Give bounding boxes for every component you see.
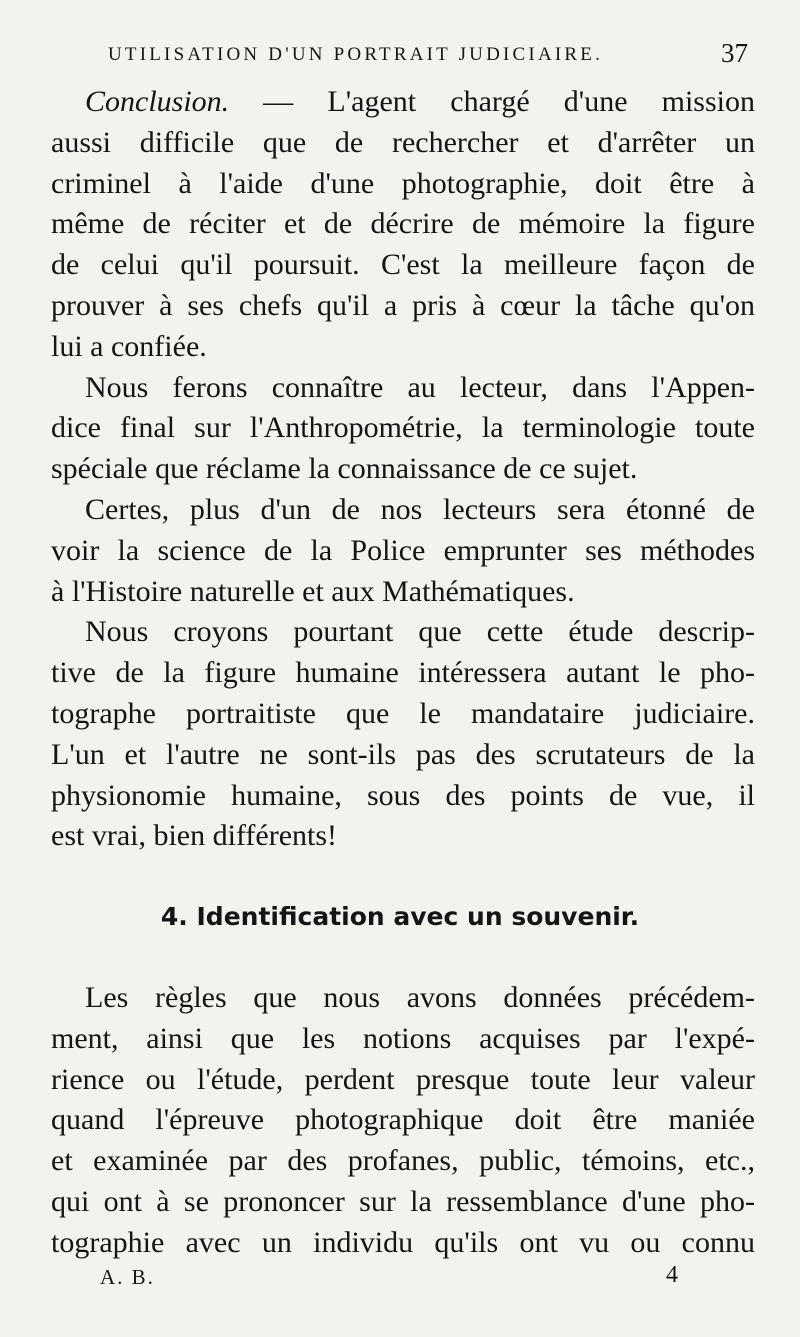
text-line: Certes, plus d'un de nos lecteurs sera étonné de <box>85 492 755 526</box>
signature-mark: A. B. <box>100 1265 155 1289</box>
paragraph-science <box>51 490 755 612</box>
text-line: lui a confiée. <box>51 329 207 363</box>
body-text <box>51 82 755 857</box>
text-line-part: — L'agent chargé d'une mission <box>229 85 755 118</box>
paragraph-conclusion <box>51 82 755 368</box>
text-line: à l'Histoire naturelle et aux Mathématiques. <box>51 574 575 608</box>
text-line: voir la science de la Police emprunter ses méthodes <box>51 533 755 567</box>
text-line: et examinée par des profanes, public, témoins, etc., <box>51 1144 755 1178</box>
section-heading: 4. Identification avec un souvenir. <box>160 902 640 931</box>
text-line: Nous ferons connaître au lecteur, dans l'Appen- <box>85 370 755 404</box>
text-line: quand l'épreuve photographique doit être maniée <box>51 1103 755 1137</box>
text-line: spéciale que réclame la connaissance de ce sujet. <box>51 452 638 486</box>
text-line: prouver à ses chefs qu'il a pris à cœur la tâche qu'on <box>51 288 755 322</box>
running-head <box>108 38 748 70</box>
paragraph-lead: Conclusion. <box>85 85 230 118</box>
page-number: 37 <box>721 38 748 68</box>
text-line: même de réciter et de décrire de mémoire la figure <box>51 207 755 241</box>
text-line: tographie avec un individu qu'ils ont vu ou connu <box>51 1225 755 1259</box>
page-footer <box>100 1262 680 1295</box>
paragraph-identification <box>51 978 755 1264</box>
text-line: ment, ainsi que les notions acquises par l'expé- <box>51 1021 755 1055</box>
text-line: est vrai, bien différents! <box>51 819 338 853</box>
text-line <box>51 82 755 123</box>
text-line: de celui qu'il poursuit. C'est la meilleure façon de <box>51 248 755 282</box>
text-line: criminel à l'aide d'une photographie, doit être à <box>51 166 755 200</box>
text-line: tographe portraitiste que le mandataire judiciaire. <box>51 696 755 730</box>
text-line: aussi difficile que de rechercher et d'arrêter un <box>51 125 755 159</box>
text-line: tive de la figure humaine intéressera autant le pho- <box>51 656 755 690</box>
sheet-number: 4 <box>666 1262 680 1288</box>
text-line: qui ont à se prononcer sur la ressemblance d'une pho- <box>51 1184 755 1218</box>
paragraph-appendix <box>51 368 755 490</box>
running-head-title: UTILISATION D'UN PORTRAIT JUDICIAIRE. <box>108 44 604 65</box>
text-line: rience ou l'étude, perdent presque toute leur valeur <box>51 1062 755 1096</box>
paragraph-study <box>51 612 755 857</box>
text-line: physionomie humaine, sous des points de vue, il <box>51 778 755 812</box>
text-line: Les règles que nous avons données précédem- <box>85 981 755 1014</box>
text-line: L'un et l'autre ne sont-ils pas des scrutateurs de la <box>51 737 755 771</box>
text-line: dice final sur l'Anthropométrie, la terminologie toute <box>51 411 755 445</box>
section-body <box>51 978 755 1264</box>
text-line: Nous croyons pourtant que cette étude descrip- <box>85 615 755 649</box>
